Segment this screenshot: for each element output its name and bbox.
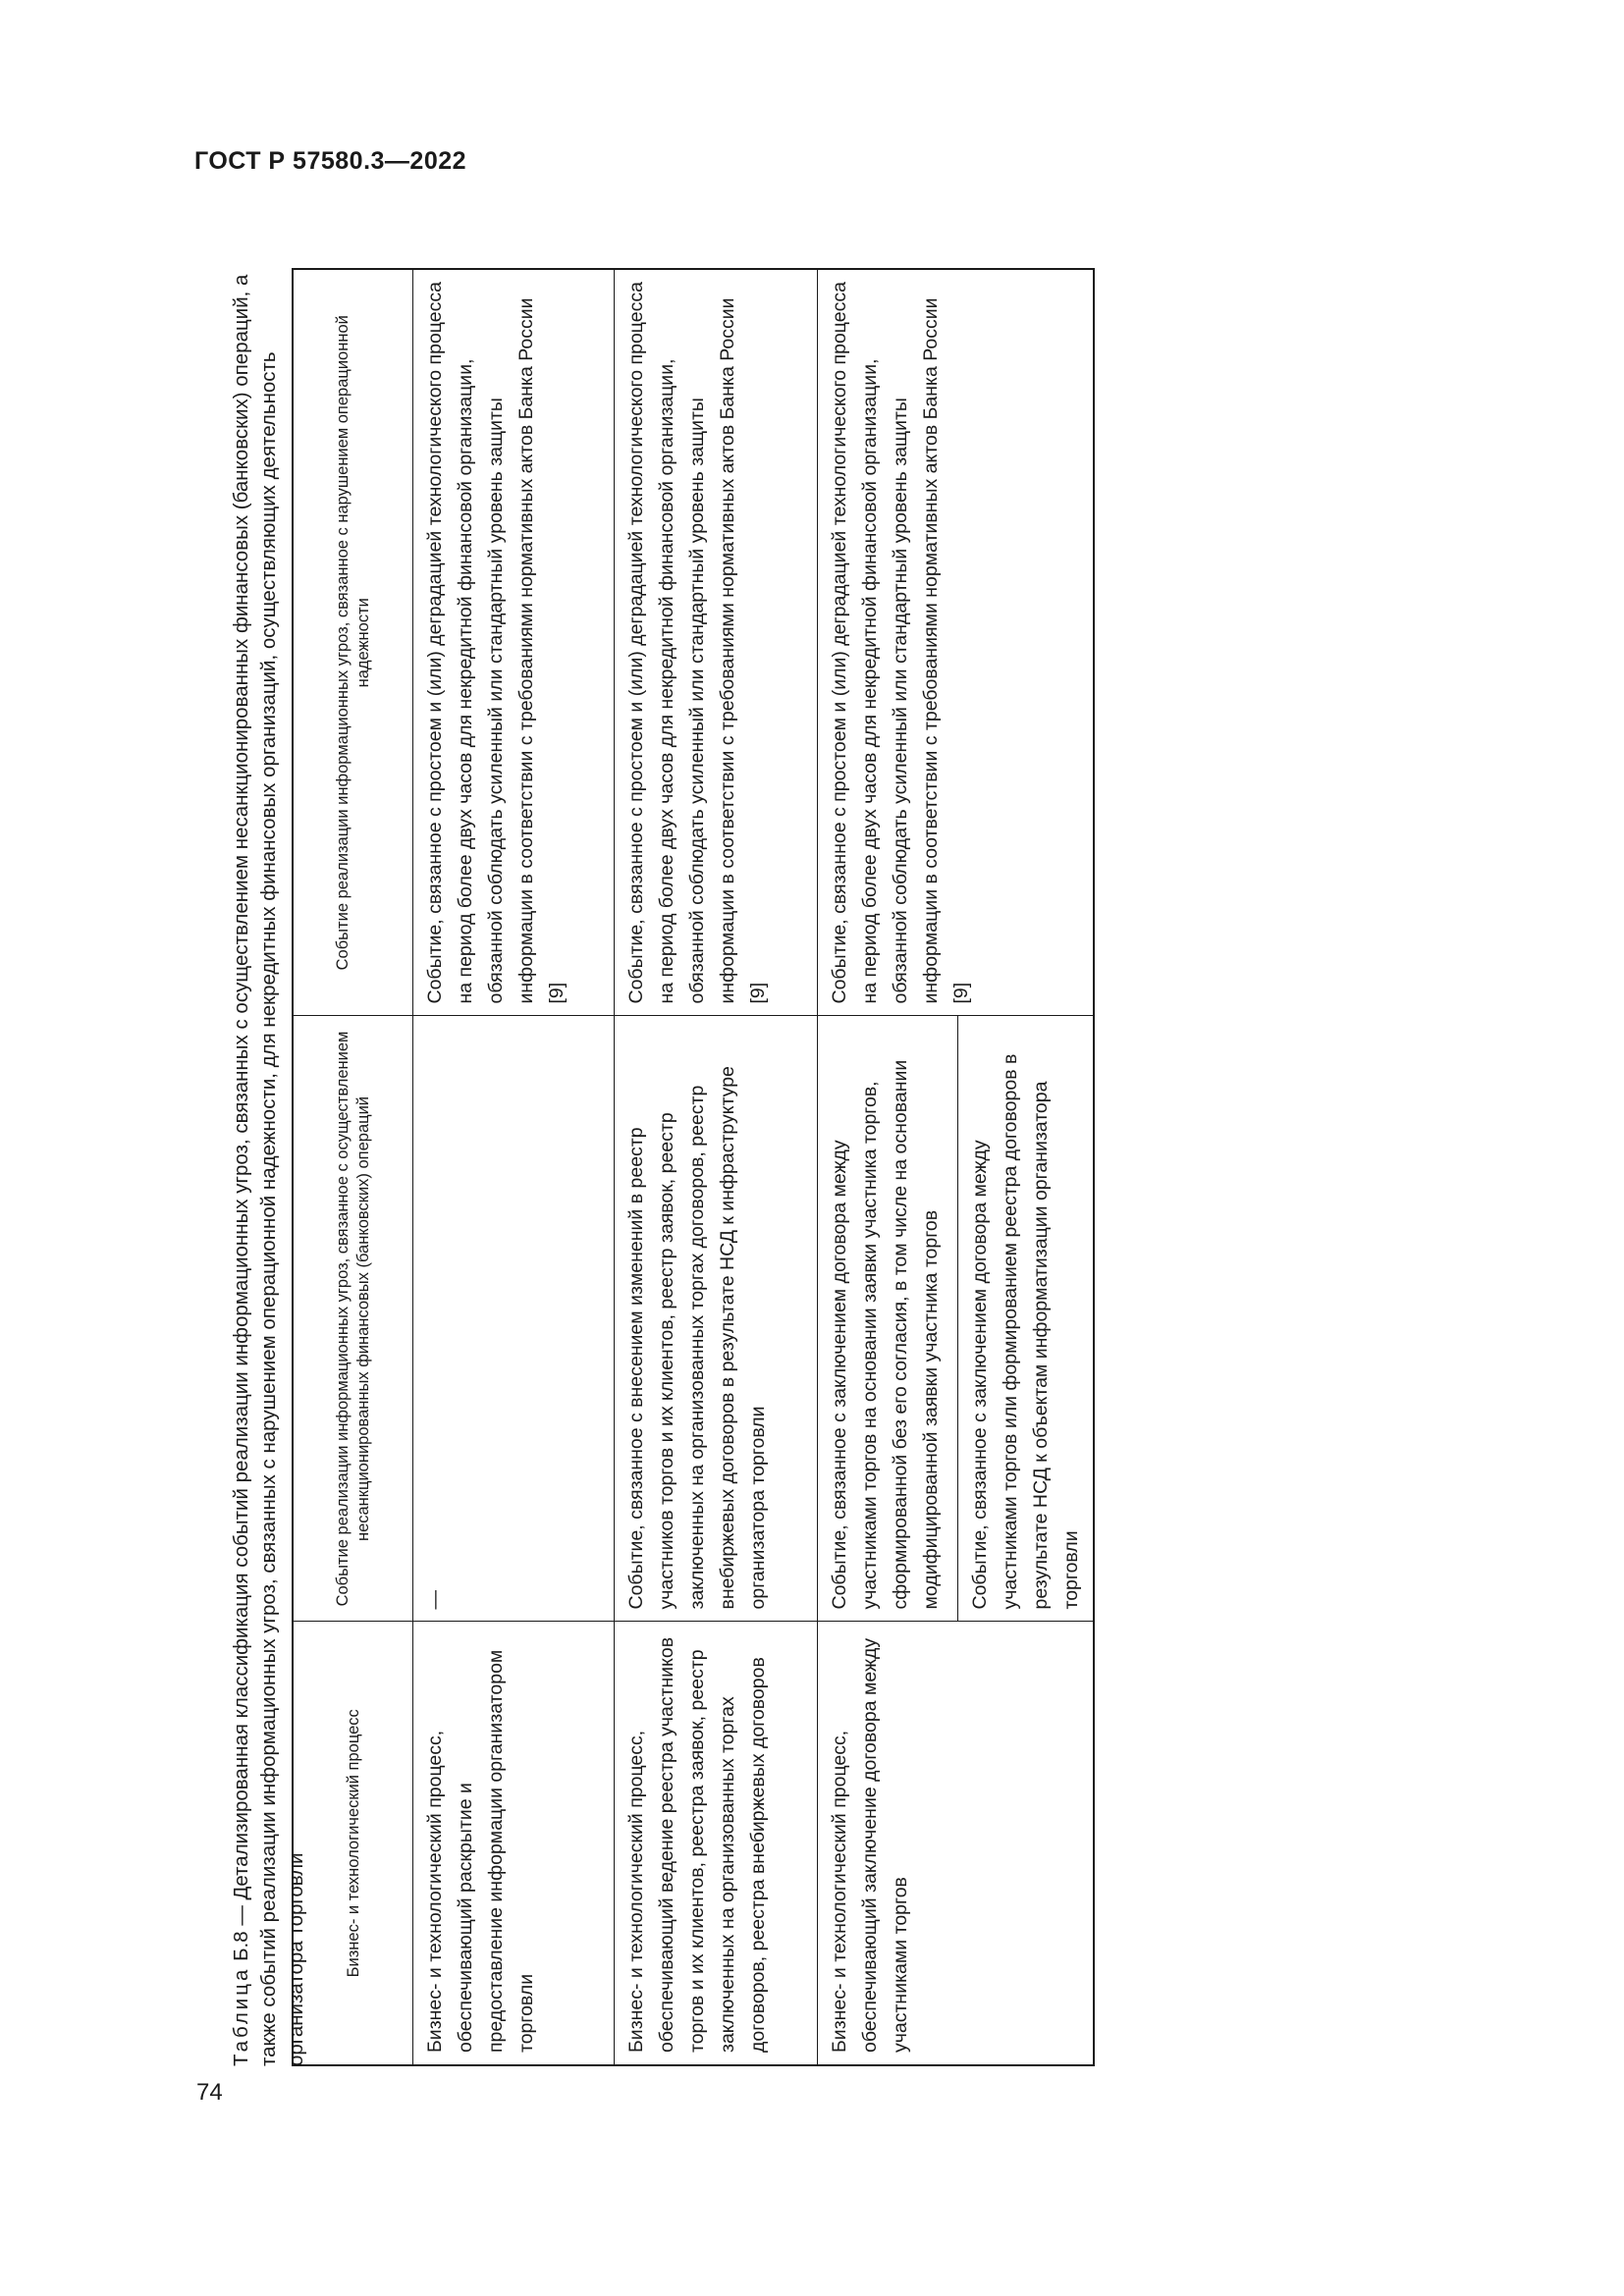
cell-event-unauthorized: — [413, 1016, 615, 1622]
rotated-table-block [196, 236, 1110, 2066]
table-caption-label: Таблица [230, 1966, 252, 2066]
table-row [615, 269, 818, 2065]
table-row [818, 269, 958, 2065]
cell-event-reliability: Событие, связанное с простоем и (или) деградацией технологического процесса на период более двух часов для некредитной финансовой организации, обязанной соблюдать усиленный или стандартный уровень защиты информации в соответствии с требованиями нормативных актов Банка России [9] [413, 269, 615, 1016]
cell-process: Бизнес- и технологический процесс, обеспечивающий ведение реестра участников торгов и их клиентов, реестра заявок, реестр заключенных на организованных торгах договоров, реестра внебиржевых договоров [615, 1622, 818, 2065]
table-header-row [293, 269, 413, 2065]
cell-event-reliability: Событие, связанное с простоем и (или) деградацией технологического процесса на период более двух часов для некредитной финансовой организации, обязанной соблюдать усиленный или стандартный уровень защиты информации в соответствии с требованиями нормативных актов Банка России [9] [615, 269, 818, 1016]
page-number: 74 [196, 2079, 223, 2106]
header-event-unauthorized: Событие реализации информационных угроз, связанное с осуществлением несанкционированных финансовых (банковских) операций [293, 1016, 413, 1622]
cell-event-reliability: Событие, связанное с простоем и (или) деградацией технологического процесса на период более двух часов для некредитной финансовой организации, обязанной соблюдать усиленный или стандартный уровень защиты информации в соответствии с требованиями нормативных актов Банка России [9] [818, 269, 1095, 1016]
header-event-reliability: Событие реализации информационных угроз, связанное с нарушением операционной надежности [293, 269, 413, 1016]
cell-event-unauthorized: Событие, связанное с внесением изменений в реестр участников торгов и их клиентов, реестр заявок, реестр заключенных на организованных торгах договоров, реестр внебиржевых договоров в результате НСД к инфраструктуре организатора торговли [615, 1016, 818, 1622]
table-caption-text: Б.8 — Детализированная классификация событий реализации информационных угроз, связанных с осуществлением несанкционированных финансовых (банковских) операций, а также событий реализации информационных угроз, связанных с нарушением операционной надежности, для некредитных финансовых организаций, осуществляющих деятельность организатора торговли [230, 274, 307, 2066]
header-process: Бизнес- и технологический процесс [293, 1622, 413, 2065]
document-header-title: ГОСТ Р 57580.3—2022 [194, 147, 467, 175]
classification-table [292, 268, 1095, 2066]
cell-process: Бизнес- и технологический процесс, обеспечивающий заключение договора между участниками торгов [818, 1622, 1095, 2065]
cell-process: Бизнес- и технологический процесс, обеспечивающий раскрытие и предоставление информации организатором торговли [413, 1622, 615, 2065]
cell-event-unauthorized-2: Событие, связанное с заключением договора между участниками торгов или формированием реестра договоров в результате НСД к объектам информатизации организатора торговли [958, 1016, 1095, 1622]
table-row [413, 269, 615, 2065]
cell-event-unauthorized: Событие, связанное с заключением договора между участниками торгов на основании заявки участника торгов, сформированной без его согласия, в том числе на основании модифицированной заявки участника торгов [818, 1016, 958, 1622]
